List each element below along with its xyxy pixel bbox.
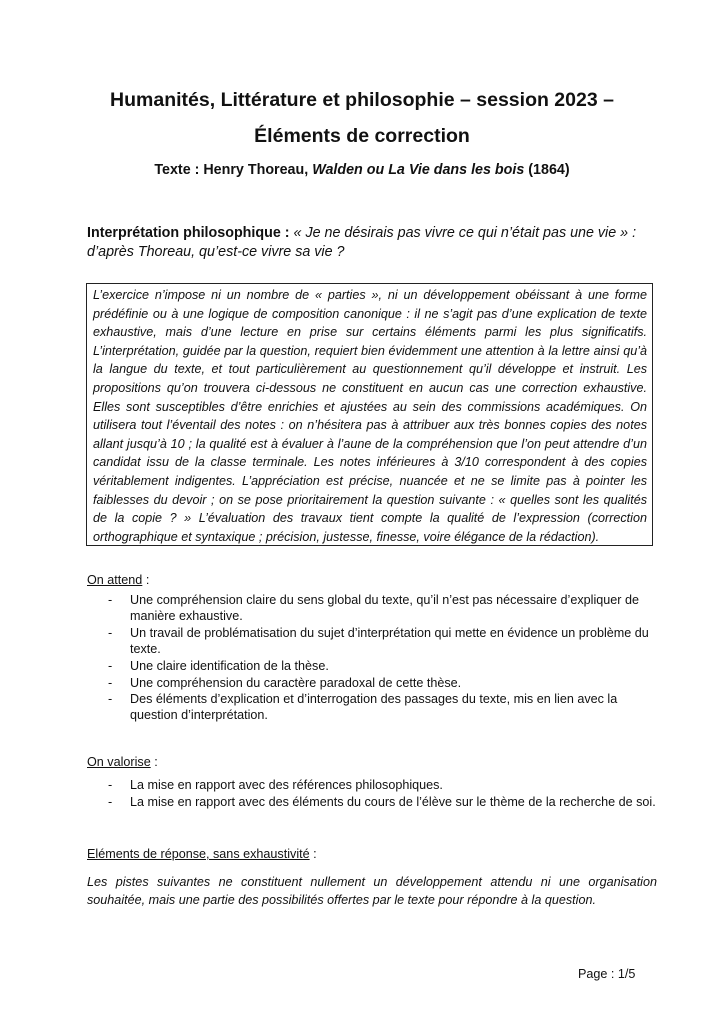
on-attend-suffix: : <box>142 573 150 587</box>
page-number: Page : 1/5 <box>578 967 636 981</box>
interpretation-question <box>87 224 659 262</box>
on-valorise-suffix: : <box>150 755 158 769</box>
on-valorise-label: On valorise <box>87 755 151 769</box>
instructions-text: L’exercice n’impose ni un nombre de « parties », ni un développement obéissant à une forme prédéfinie ou à une logique de composition canonique : il ne s’agit pas d’une explication de texte exhaustive, mais d’une lecture en prise sur certains éléments parmi les plus significatifs. L’interprétation, guidée par la question, requiert bien évidemment une attention à la lettre ainsi qu’à la langue du texte, et tout particulièrement au questionnement qu’il développe et instruit. Les propositions qu’on trouvera ci-dessous ne constituent en aucun cas une correction exhaustive. Elles sont susceptibles d’être enrichies et ajustées au sein des commissions académiques. On utilisera tout l’éventail des notes : on n’hésitera pas à attribuer aux très bonnes copies des notes allant jusqu’à 10 ; la qualité est à évaluer à l’aune de la compréhension que l’on peut attendre d’un candidat issu de la classe terminale. Les notes inférieures à 3/10 correspondent à des copies véritablement indigentes. L’appréciation est précise, nuancée et ne se limite pas à pointer les faiblesses du devoir ; on se pose prioritairement la question suivante : « quelles sont les qualités de la copie ? » L’évaluation des travaux tient compte la qualité de l’expression (correction orthographique et syntaxique ; précision, justesse, finesse, voire élégance de la rédaction). <box>93 288 647 544</box>
dash-bullet-icon: - <box>108 778 113 792</box>
dash-bullet-icon: - <box>108 593 113 607</box>
on-attend-list <box>108 592 658 724</box>
list-item-text: Des éléments d’explication et d’interrogation des passages du texte, mis en lien avec la question d’interprétation. <box>130 692 618 723</box>
list-item-text: Une claire identification de la thèse. <box>130 658 329 673</box>
elements-reponse-suffix: : <box>309 847 317 861</box>
dash-bullet-icon: - <box>108 692 113 707</box>
list-item <box>108 658 658 674</box>
question-label: Interprétation philosophique : <box>87 225 294 241</box>
on-valorise-list <box>108 777 658 810</box>
on-valorise-heading <box>87 754 158 770</box>
question-text: « Je ne désirais pas vivre ce qui n’était pas une vie » : d’après Thoreau, qu’est-ce vivre sa vie ? <box>87 225 637 260</box>
work-year: (1864) <box>524 162 570 178</box>
document-title: Humanités, Littérature et philosophie – session 2023 – <box>110 89 614 111</box>
list-item-text: La mise en rapport avec des éléments du cours de l’élève sur le thème de la recherche de soi. <box>130 794 656 809</box>
elements-reponse-paragraph: Les pistes suivantes ne constituent nullement un développement attendu ni une organisation souhaitée, mais une partie des possibilités offertes par le texte pour répondre à la question. <box>87 875 657 907</box>
list-item <box>108 794 658 810</box>
list-item <box>108 691 658 723</box>
on-attend-label: On attend <box>87 573 143 587</box>
elements-reponse-label: Eléments de réponse, sans exhaustivité <box>87 847 310 861</box>
document-subtitle-correction: Éléments de correction <box>254 125 470 147</box>
dash-bullet-icon: - <box>108 794 113 809</box>
list-item <box>108 777 658 793</box>
on-attend-heading <box>87 572 149 588</box>
work-title: Walden ou La Vie dans les bois <box>312 162 525 178</box>
list-item-text: Une compréhension du caractère paradoxal de cette thèse. <box>130 675 462 690</box>
dash-bullet-icon: - <box>108 658 113 673</box>
dash-bullet-icon: - <box>108 625 113 640</box>
elements-reponse-heading <box>87 846 317 862</box>
list-item <box>108 675 658 691</box>
dash-bullet-icon: - <box>108 675 113 690</box>
text-reference-prefix: Texte : Henry Thoreau, <box>154 162 313 178</box>
list-item-text: Un travail de problématisation du sujet d’interprétation qui mette en évidence un problème du texte. <box>130 625 649 657</box>
list-item-text: Une compréhension claire du sens global du texte, qu’il n’est pas nécessaire d’expliquer de manière exhaustive. <box>130 593 639 624</box>
text-reference <box>0 161 724 179</box>
list-item <box>108 592 658 624</box>
list-item <box>108 625 658 657</box>
list-item-text: La mise en rapport avec des références philosophiques. <box>130 778 443 792</box>
instructions-box <box>86 283 653 546</box>
